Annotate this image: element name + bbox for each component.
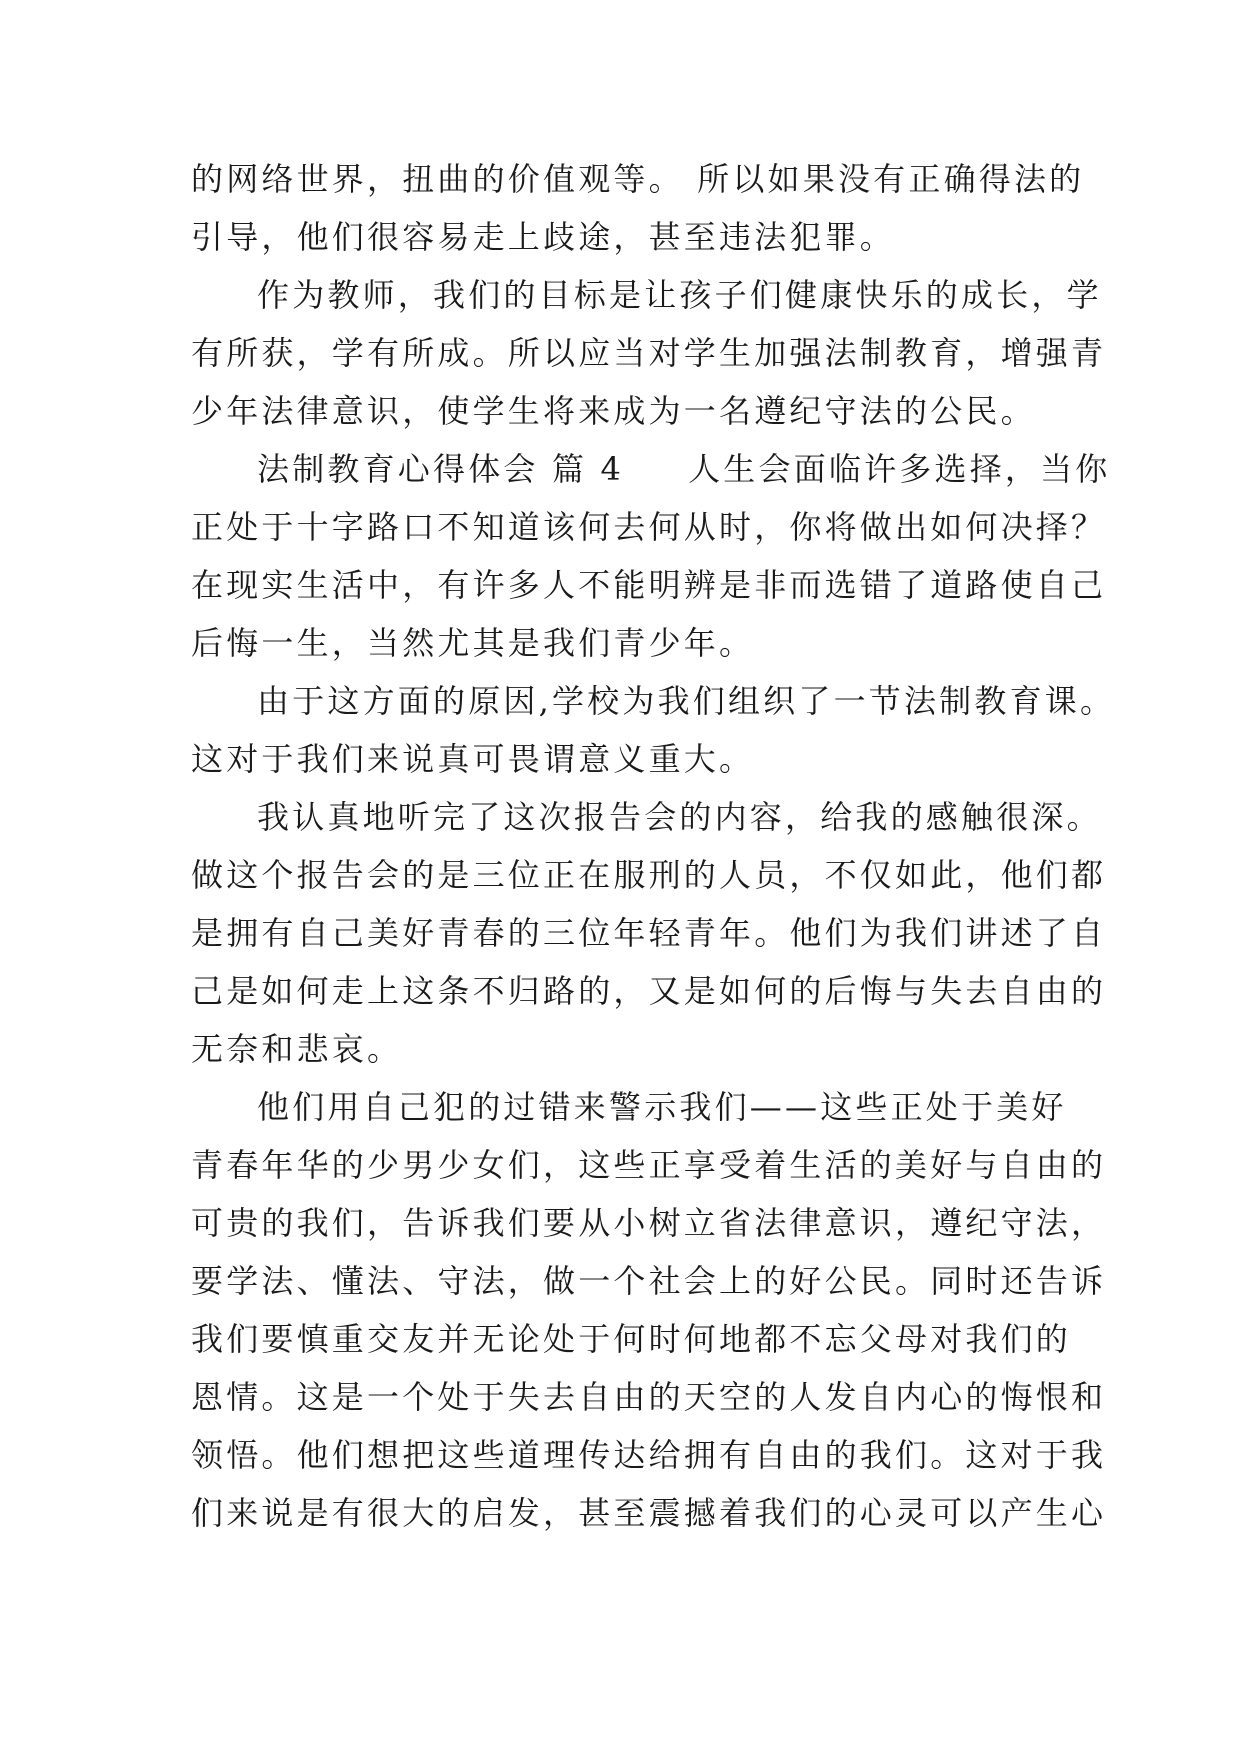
section-heading: 法制教育心得体会 篇 4 [257, 450, 625, 488]
text-line: 人生会面临许多选择，当你 [688, 450, 1111, 488]
text-line: 要学法、懂法、守法，做一个社会上的好公民。同时还告诉 [191, 1262, 1107, 1300]
text-line: 恩情。这是一个处于失去自由的天空的人发自内心的悔恨和 [191, 1378, 1107, 1416]
text-line: 是拥有自己美好青春的三位年轻青年。他们为我们讲述了自 [191, 914, 1107, 952]
text-line: 青春年华的少男少女们，这些正享受着生活的美好与自由的 [191, 1146, 1107, 1184]
heading-line [191, 440, 1111, 498]
text-line: 正处于十字路口不知道该何去何从时，你将做出如何决择？ [191, 508, 1107, 546]
text-line: 的网络世界，扭曲的价值观等。 所以如果没有正确得法的 [191, 160, 1085, 198]
text-line: 可贵的我们，告诉我们要从小树立省法律意识，遵纪守法， [191, 1204, 1107, 1242]
text-line: 做这个报告会的是三位正在服刑的人员，不仅如此，他们都 [191, 856, 1107, 894]
text-line: 己是如何走上这条不归路的，又是如何的后悔与失去自由的 [191, 972, 1107, 1010]
text-line: 我们要慎重交友并无论处于何时何地都不忘父母对我们的 [191, 1320, 1072, 1358]
text-line: 无奈和悲哀。 [191, 1030, 403, 1068]
text-line: 由于这方面的原因,学校为我们组织了一节法制教育课。 [257, 682, 1116, 720]
text-line: 他们用自己犯的过错来警示我们——这些正处于美好 [257, 1088, 1067, 1126]
text-line: 这对于我们来说真可畏谓意义重大。 [191, 740, 755, 778]
text-line: 领悟。他们想把这些道理传达给拥有自由的我们。这对于我 [191, 1436, 1107, 1474]
text-line: 有所获，学有所成。所以应当对学生加强法制教育，增强青 [191, 334, 1107, 372]
text-line: 在现实生活中，有许多人不能明辨是非而选错了道路使自己 [191, 566, 1107, 604]
text-line: 引导，他们很容易走上歧途，甚至违法犯罪。 [191, 218, 896, 256]
text-line: 作为教师，我们的目标是让孩子们健康快乐的成长，学 [257, 276, 1102, 314]
text-line: 少年法律意识，使学生将来成为一名遵纪守法的公民。 [191, 392, 1036, 430]
text-line: 后悔一生，当然尤其是我们青少年。 [191, 624, 755, 662]
text-line: 们来说是有很大的启发，甚至震撼着我们的心灵可以产生心 [191, 1494, 1107, 1532]
body-text [191, 150, 1116, 1542]
text-line: 我认真地听完了这次报告会的内容，给我的感触很深。 [257, 798, 1102, 836]
